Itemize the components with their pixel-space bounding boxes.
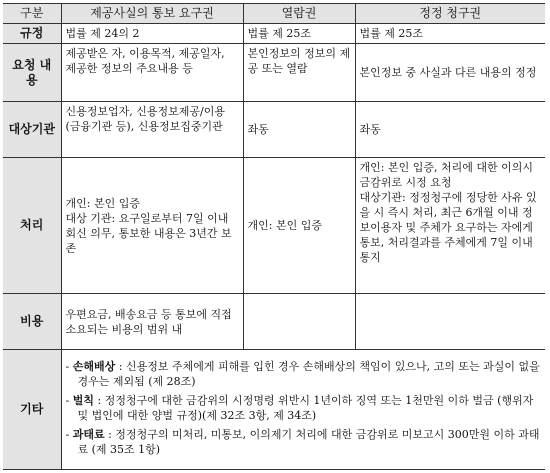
cell-processing-correction <box>355 158 545 294</box>
header-row <box>3 4 545 24</box>
header-notification-right: 제공사실의 통보 요구권 <box>61 4 243 24</box>
processing-correction-line-institution: 대상기관: 정정청구에 정당한 사유 있을 시 즉시 처리, 최근 6개월 이내 정보이용자 및 주체가 요구하는 자에게 통보, 처리결과를 주체에게 7일 이내 통지 <box>359 191 537 264</box>
cell-etc <box>61 350 545 470</box>
etc-item-fine <box>66 427 542 457</box>
etc-term-penalty: 벌칙 <box>72 394 94 407</box>
etc-bullet: - <box>65 360 70 373</box>
cell-cost-access <box>243 294 355 350</box>
cell-legal-basis-correction: 법률 제 25조 <box>355 24 545 44</box>
rights-comparison-table <box>3 3 545 470</box>
cell-target-institution-notification: 신용정보업자, 신용정보제공/이용(금융기관 등), 신용정보집중기관 <box>61 102 243 158</box>
row-etc <box>3 350 545 470</box>
cell-legal-basis-access: 법률 제 25조 <box>243 24 355 44</box>
row-request-content <box>3 44 545 102</box>
cell-legal-basis-notification: 법률 제 24의 2 <box>61 24 243 44</box>
processing-notification-line-institution: 대상 기관: 요구일로부터 7일 이내 회신 의무, 통보한 내용은 3년간 보존 <box>65 211 232 255</box>
header-category: 구분 <box>3 4 61 24</box>
etc-bullet: - <box>65 394 70 407</box>
cell-cost-notification: 우편요금, 배송요금 등 통보에 직접 소요되는 비용의 범위 내 <box>61 294 243 350</box>
etc-term-fine: 과태료 <box>72 428 105 441</box>
cell-processing-notification <box>61 158 243 294</box>
header-correction-right: 정정 청구권 <box>355 4 545 24</box>
row-label-etc: 기타 <box>3 350 61 470</box>
etc-text-damages: : 신용정보 주체에게 피해를 입힌 경우 손해배상의 책임이 있으나, 고의 또는 과실이 없을 경우는 제외됨 (제 28조) <box>77 360 540 388</box>
cell-target-institution-correction: 좌동 <box>355 102 545 158</box>
etc-item-damages <box>66 359 542 389</box>
row-legal-basis <box>3 24 545 44</box>
cell-request-content-access: 본인정보의 정보의 제공 또는 열람 <box>243 44 355 102</box>
etc-item-penalty <box>66 393 542 423</box>
cell-target-institution-access: 좌동 <box>243 102 355 158</box>
row-label-target-institution: 대상기관 <box>3 102 61 158</box>
row-processing <box>3 158 545 294</box>
etc-text-fine: : 정정청구의 미처리, 미통보, 이의제기 처리에 대한 금감위로 미보고시 300만원 이하 과태료 (제 35조 1항) <box>77 428 540 456</box>
row-cost <box>3 294 545 350</box>
row-label-processing: 처리 <box>3 158 61 294</box>
processing-correction-line-individual: 개인: 본인 입증, 처리에 대한 이의시 금감위로 시정 요청 <box>359 161 533 189</box>
etc-bullet: - <box>65 428 70 441</box>
row-label-cost: 비용 <box>3 294 61 350</box>
processing-notification-line-individual: 개인: 본인 입증 <box>65 196 140 210</box>
etc-text-penalty: : 정정청구에 대한 금감위의 시정명령 위반시 1년이하 징역 또는 1천만원 이하 벌금 (행위자 및 법인에 대한 양벌 규정)(제 32조 3항, 제 34조) <box>77 394 534 422</box>
cell-cost-correction <box>355 294 545 350</box>
cell-request-content-notification: 제공받은 자, 이용목적, 제공일자, 제공한 정보의 주요내용 등 <box>61 44 243 102</box>
cell-processing-access: 개인: 본인 입증 <box>243 158 355 294</box>
etc-term-damages: 손해배상 <box>72 360 116 373</box>
header-access-right: 열람권 <box>243 4 355 24</box>
row-label-legal-basis: 규정 <box>3 24 61 44</box>
cell-request-content-correction: 본인정보 중 사실과 다른 내용의 정정 <box>355 44 545 102</box>
row-target-institution <box>3 102 545 158</box>
row-label-request-content: 요청 내용 <box>3 44 61 102</box>
